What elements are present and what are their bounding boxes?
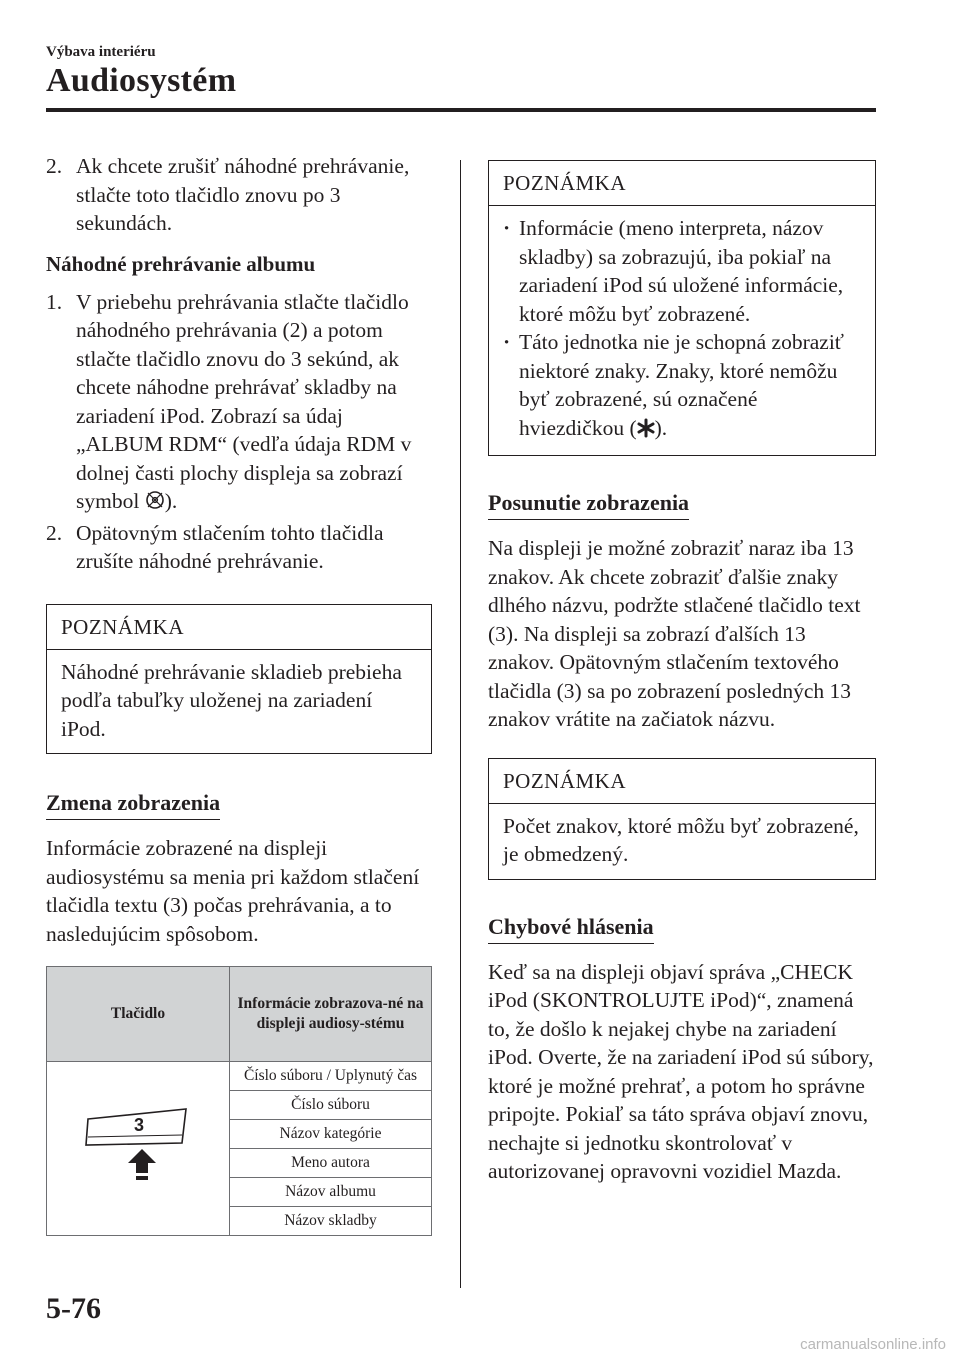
section-error-messages [488,914,876,1186]
table-cell: Číslo súboru [230,1091,432,1120]
section-heading: Zmena zobrazenia [46,790,220,820]
step-1-album-random [46,288,432,519]
note-title: POZNÁMKA [489,161,875,206]
left-column [46,152,432,1236]
display-info-table [46,966,432,1236]
section-heading: Posunutie zobrazenia [488,490,689,520]
bullet-text: Informácie (meno interpreta, názov skladby) sa zobrazujú, iba pokiaľ na zariadení iPod sú uložené informácie, ktoré môžu byť zobrazené. [519,216,844,326]
note-box-info [488,160,876,456]
section-display-change [46,790,432,948]
step-text-part-b: ). [164,489,178,513]
step-2-cancel-random [46,152,432,238]
section-text: Keď sa na displeji objaví správa „CHECK iPod (SKONTROLUJTE iPod)“, znamená to, že došlo k nejakej chybe na zariadení iPod. Overte, že na zariadení iPod sú súbory, ktoré je možné prehrať, a potom ho správne pripojte. Pokiaľ sa táto správa objaví znovu, nechajte si jednotku skontrolovať v autorizovanej opravovni vozidiel Mazda. [488,959,874,1183]
table-header-button: Tlačidlo [47,967,230,1062]
bullet-dot: · [503,216,511,240]
text-button-3-icon [78,1101,198,1191]
note-title: POZNÁMKA [489,759,875,804]
note-body: Náhodné prehrávanie skladieb prebieha podľa tabuľky uloženej na zariadení iPod. [61,659,402,741]
note-body [489,206,875,455]
table-header-row [47,967,432,1062]
page-number: 5-76 [46,1292,101,1325]
table-cell: Číslo súboru / Uplynutý čas [230,1062,432,1091]
watermark: carmanualsonline.info [800,1336,946,1353]
step-text [76,288,432,519]
page-title: Audiosystém [46,62,237,99]
note-body: Počet znakov, ktoré môžu byť zobrazené, je obmedzený. [503,813,859,866]
step-number: 2. [46,154,63,178]
note-bullet [503,328,861,445]
section-text: Na displeji je možné zobraziť naraz iba 13 znakov. Ak chcete zobraziť ďalšie znaky dlhého názvu, podržte stlačené tlačidlo text (3). Na displeji sa zobrazí ďalších 13 znakov. Opätovným stlačením textového tlačidla (3) sa po zobrazení posledných 13 znakov vrátite na začiatok názvu. [488,536,861,731]
button-number-label: 3 [134,1114,145,1135]
bullet-dot: · [503,330,511,354]
section-heading: Chybové hlásenia [488,914,654,944]
button-illustration-cell [47,1062,230,1236]
step-text: Opätovným stlačením tohto tlačidla zrušíte náhodné prehrávanie. [76,520,384,573]
step-text-part-a: V priebehu prehrávania stlačte tlačidlo náhodného prehrávania (2) a potom stlačte tlačidlo znovu do 3 sekúnd, ak chcete náhodne prehrávať skladby na zariadení iPod. Zobrazí sa údaj „ALBUM RDM“ (vedľa údaja RDM v dolnej časti plochy displeja sa zobrazí symbol [76,289,412,513]
bullet-text [519,328,861,445]
table-header-info: Informácie zobrazova-né na displeji audiosy-stému [230,967,432,1062]
bullet-text-part-a: Táto jednotka nie je schopná zobraziť niektoré znaky. Znaky, ktoré nemôžu byť zobrazené, sú označené hviezdičkou ( [519,330,844,440]
step-number: 1. [46,289,63,314]
random-disc-icon [145,489,165,519]
note-bullet [503,214,861,328]
column-divider [460,160,461,1288]
header-rule [46,108,876,112]
asterisk-icon [637,417,655,446]
subheading-album-random: Náhodné prehrávanie albumu [46,251,316,276]
note-title: POZNÁMKA [47,605,431,650]
step-text: Ak chcete zrušiť náhodné prehrávanie, stlačte toto tlačidlo znovu po 3 sekundách. [76,154,410,235]
table-row [47,1062,432,1091]
table-cell: Názov albumu [230,1178,432,1207]
step-number: 2. [46,520,63,545]
bullet-text-part-b: ). [654,415,668,440]
note-box-char-limit [488,758,876,880]
right-column [488,160,876,1186]
table-cell: Názov skladby [230,1207,432,1236]
section-scroll-display [488,490,876,734]
table-cell: Meno autora [230,1149,432,1178]
section-text: Informácie zobrazené na displeji audiosystému sa menia pri každom stlačení tlačidla textu (3) počas prehrávania, a to nasledujúcim spôsobom. [46,836,420,946]
section-label: Výbava interiéru [46,44,156,60]
table-cell: Názov kategórie [230,1120,432,1149]
step-2-cancel [46,519,432,576]
note-box-random [46,604,432,755]
